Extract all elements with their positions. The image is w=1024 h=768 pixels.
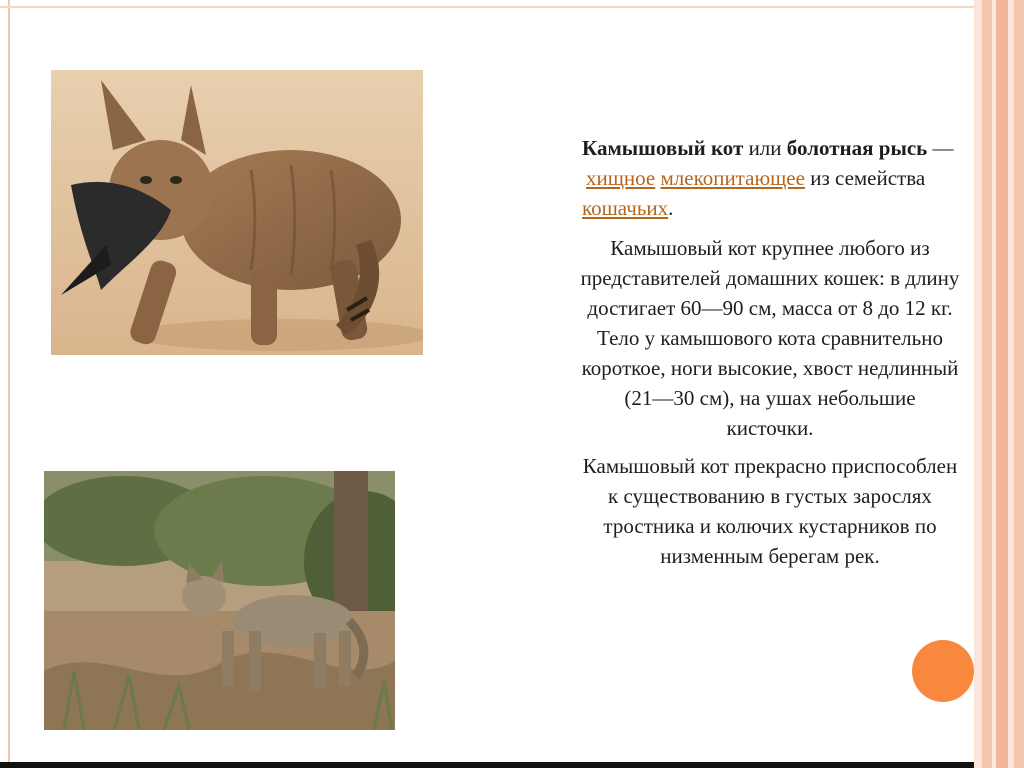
habitat-description-paragraph: Камышовый кот прекрасно приспособлен к существованию в густых зарослях тростника и колючих кустарников по низменным берегам рек.: [582, 454, 958, 568]
size-description-paragraph: Камышовый кот крупнее любого из представителей домашних кошек: в длину достигает 60—90 см, масса от 8 до 12 кг. Тело у камышового кота сравнительно короткое, ноги высокие, хвост недлинный (21—30 см), на ушах небольшие кисточки.: [580, 236, 960, 440]
title-common-name: Камышовый кот: [582, 136, 744, 160]
intro-period: .: [668, 196, 674, 220]
title-alt-name: болотная рысь: [786, 136, 928, 160]
frame-top-line: [0, 6, 980, 8]
frame-left-line: [8, 0, 10, 768]
jungle-cat-in-brush-photo: [44, 471, 395, 730]
link-mammal[interactable]: млекопитающее: [660, 166, 805, 190]
intro-paragraph: [582, 133, 960, 223]
intro-or-text: или: [743, 136, 787, 160]
link-predatory[interactable]: хищное: [586, 166, 656, 190]
decorative-orange-circle: [912, 640, 974, 702]
jungle-cat-with-bird-photo: [51, 70, 423, 355]
intro-family-text: из семейства: [804, 166, 926, 190]
frame-bottom-line: [0, 762, 1024, 768]
description-text-block: [580, 133, 960, 579]
intro-dash: —: [927, 136, 954, 160]
link-felidae[interactable]: кошачьих: [582, 196, 669, 220]
right-stripe-border: [974, 0, 1024, 768]
